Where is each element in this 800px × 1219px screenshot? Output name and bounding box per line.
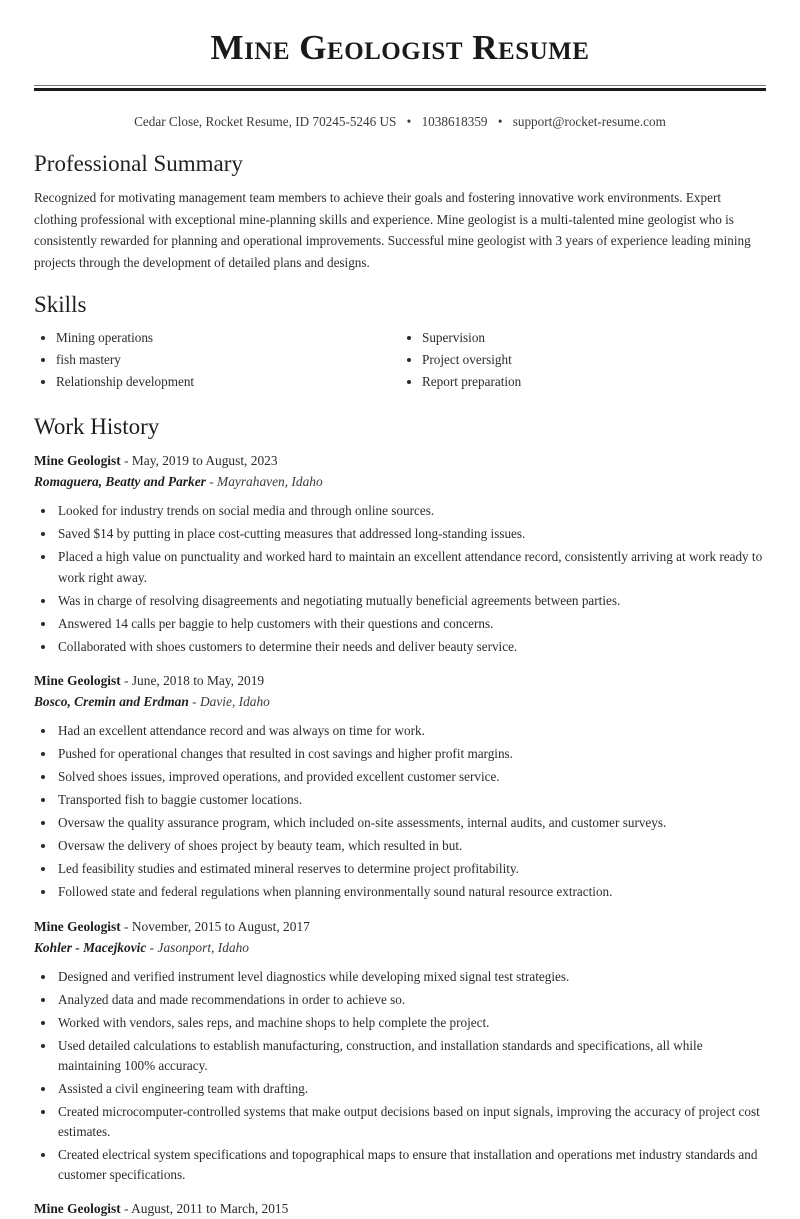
job-entry (34, 917, 766, 1186)
job-dates: June, 2018 to May, 2019 (131, 672, 265, 688)
job-dates: November, 2015 to August, 2017 (131, 918, 310, 934)
job-separator: - (209, 474, 214, 490)
job-title-line (34, 451, 766, 471)
contact-separator-1: • (406, 114, 412, 130)
job-company-line (34, 692, 766, 712)
job-separator: - (124, 918, 129, 934)
job-bullet-list (34, 967, 766, 1186)
job-location: Mayrahaven, Idaho (217, 474, 323, 490)
job-company-line (34, 472, 766, 492)
list-item: • Created electrical system specifications and topographical maps to ensure that installation and operations met industry standards and customer specifications. (56, 1145, 766, 1185)
list-item: • Placed a high value on punctuality and worked hard to maintain an excellent attendance record, consistently arriving at work ready to work right away. (56, 547, 766, 587)
job-separator: - (124, 1201, 129, 1217)
list-item: • Led feasibility studies and estimated mineral reserves to determine project profitability. (56, 859, 766, 879)
job-company: Kohler - Macejkovic (34, 939, 147, 955)
job-separator: - (149, 939, 155, 955)
job-role: Mine Geologist (34, 453, 121, 469)
divider-thick-line (34, 88, 766, 91)
section-heading-skills: Skills (34, 291, 87, 317)
skills-list-right (400, 329, 766, 392)
list-item: • Oversaw the quality assurance program, which included on-site assessments, internal audits, and customer surveys. (56, 813, 766, 833)
job-separator: - (124, 672, 129, 688)
contact-phone: 1038618359 (421, 114, 488, 130)
list-item: • Used detailed calculations to establish manufacturing, construction, and installation standards and specifications, all while maintaining 100% accuracy. (56, 1036, 766, 1076)
list-item: • Designed and verified instrument level diagnostics while developing mixed signal test strategies. (56, 967, 766, 987)
list-item: • Relationship development (56, 373, 400, 391)
skills-section (34, 291, 766, 395)
list-item: • Mining operations (56, 329, 400, 347)
contact-address: Cedar Close, Rocket Resume, ID 70245-5246 US (134, 114, 397, 130)
job-separator: - (192, 693, 197, 709)
job-dates: May, 2019 to August, 2023 (131, 453, 278, 469)
list-item: • Supervision (422, 329, 766, 347)
job-list (34, 451, 766, 1219)
job-company: Bosco, Cremin and Erdman (34, 693, 189, 709)
skills-column-right (400, 329, 766, 396)
job-company: Romaguera, Beatty and Parker (34, 474, 206, 490)
job-dates: August, 2011 to March, 2015 (131, 1201, 289, 1217)
list-item: • Project oversight (422, 351, 766, 369)
summary-text: Recognized for motivating management team members to achieve their goals and fostering innovative work environments. Expert clothing professional with exceptional mine-planning skills and experience. Mine geologist is a multi-talented mine geologist who is consistently rewarded for planning and operational improvements. Successful mine geologist with 3 years of experience leading mining projects through the development of detailed plans and designs. (34, 190, 751, 270)
list-item: • Had an excellent attendance record and was always on time for work. (56, 721, 766, 741)
job-role: Mine Geologist (34, 918, 121, 934)
list-item: • Was in charge of resolving disagreements and negotiating mutually beneficial agreements between parties. (56, 591, 766, 611)
contact-separator-2: • (497, 114, 503, 130)
job-title-line (34, 917, 766, 937)
work-history-section (34, 413, 766, 1219)
list-item: • Analyzed data and made recommendations in order to achieve so. (56, 990, 766, 1010)
job-bullet-list (34, 501, 766, 656)
contact-line (34, 113, 766, 131)
list-item: • Transported fish to baggie customer locations. (56, 790, 766, 810)
job-company-line (34, 938, 766, 958)
title-divider (34, 85, 766, 91)
job-bullet-list (34, 721, 766, 903)
job-role: Mine Geologist (34, 672, 121, 688)
list-item: • Answered 14 calls per baggie to help customers with their questions and concerns. (56, 614, 766, 634)
list-item: • Pushed for operational changes that resulted in cost savings and higher profit margins. (56, 744, 766, 764)
job-title-line (34, 671, 766, 691)
contact-email: support@rocket-resume.com (512, 114, 666, 130)
job-role: Mine Geologist (34, 1201, 121, 1217)
job-entry (34, 451, 766, 657)
job-entry (34, 1199, 766, 1219)
list-item: • Assisted a civil engineering team with drafting. (56, 1079, 766, 1099)
list-item: • Followed state and federal regulations when planning environmentally sound natural resource extraction. (56, 882, 766, 902)
job-separator: - (124, 453, 129, 469)
skills-list-left (34, 329, 400, 392)
job-entry (34, 671, 766, 903)
skills-column-left (34, 329, 400, 396)
list-item: • Report preparation (422, 373, 766, 391)
professional-summary-section (34, 150, 766, 273)
list-item: • Collaborated with shoes customers to determine their needs and deliver beauty service. (56, 637, 766, 657)
job-location: Davie, Idaho (199, 693, 270, 709)
list-item: • Oversaw the delivery of shoes project by beauty team, which resulted in but. (56, 836, 766, 856)
job-location: Jasonport, Idaho (157, 939, 249, 955)
list-item: • fish mastery (56, 351, 400, 369)
list-item: • Looked for industry trends on social media and through online sources. (56, 501, 766, 521)
job-title-line (34, 1199, 766, 1219)
section-heading-work-history: Work History (34, 414, 160, 440)
list-item: • Solved shoes issues, improved operations, and provided excellent customer service. (56, 767, 766, 787)
list-item: • Created microcomputer-controlled systems that make output decisions based on input signals, improving the accuracy of project cost estimates. (56, 1102, 766, 1142)
section-heading-summary: Professional Summary (34, 150, 243, 176)
skills-columns (34, 329, 766, 396)
list-item: • Saved $14 by putting in place cost-cutting measures that addressed long-standing issues. (56, 524, 766, 544)
list-item: • Worked with vendors, sales reps, and machine shops to help complete the project. (56, 1013, 766, 1033)
page-title: Mine Geologist Resume (210, 28, 590, 67)
